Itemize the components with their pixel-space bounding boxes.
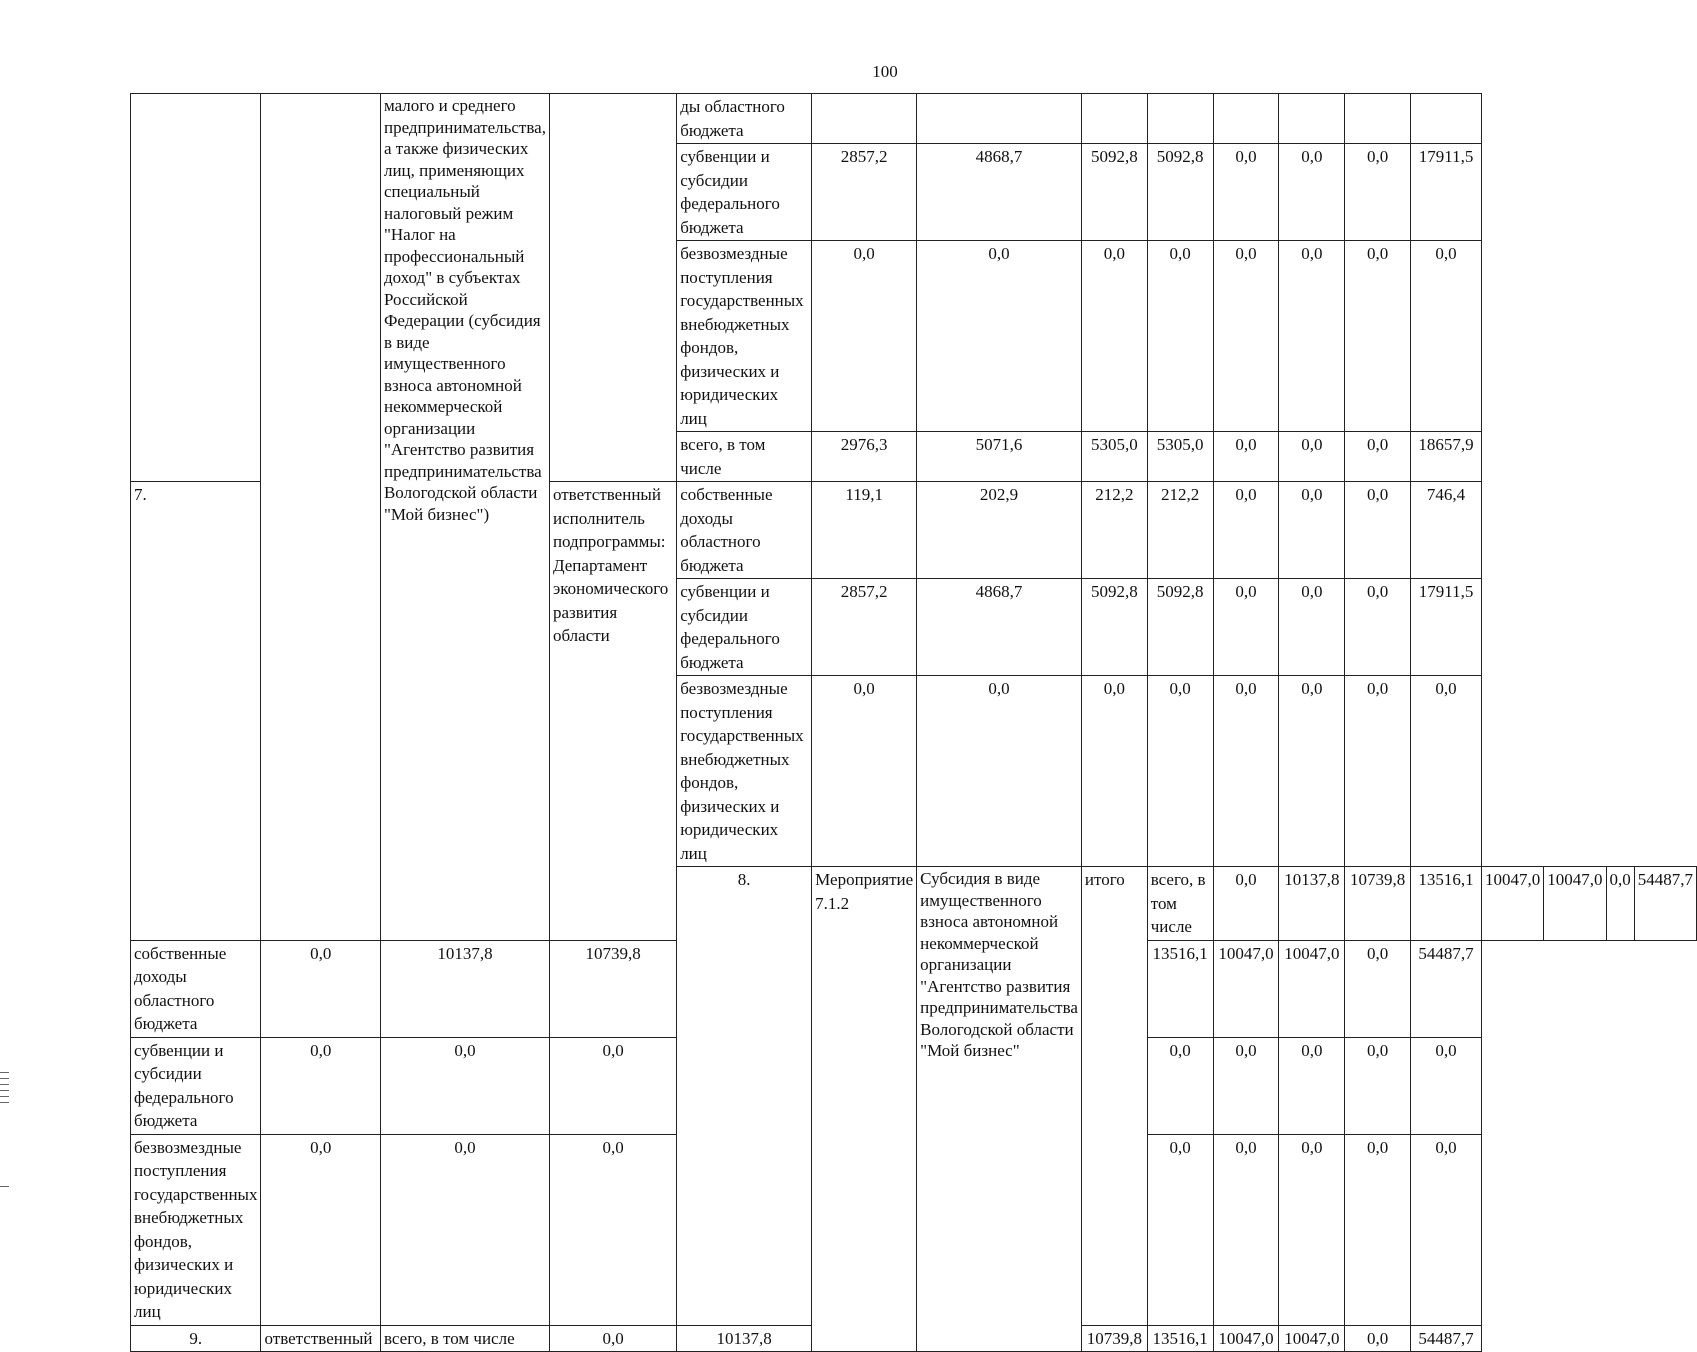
value-cell: 54487,7 — [1411, 1325, 1482, 1352]
source-label-extra: безвозмездные поступления государственных внебюджетных фондов, физических и юридических лиц — [677, 241, 812, 432]
source-label-federal: субвенции и субсидии федерального бюджета — [131, 1037, 261, 1134]
scan-mark — [0, 1078, 9, 1079]
value-cell: 0,0 — [1345, 241, 1411, 432]
executor-cell-empty — [549, 94, 676, 482]
value-cell: 0,0 — [1213, 241, 1279, 432]
value-cell: 0,0 — [1213, 579, 1279, 676]
value-cell: 0,0 — [1411, 676, 1482, 867]
value-cell: 0,0 — [1213, 432, 1279, 482]
value-cell: 10739,8 — [549, 940, 676, 1037]
value-cell: 54487,7 — [1411, 940, 1482, 1037]
value-cell: 54487,7 — [1634, 867, 1696, 941]
value-cell: 0,0 — [1213, 144, 1279, 241]
value-cell: 0,0 — [1345, 144, 1411, 241]
value-cell: 10137,8 — [1279, 867, 1345, 941]
source-label-own: собственные доходы областного бюджета — [131, 940, 261, 1037]
value-cell: 0,0 — [1279, 482, 1345, 579]
source-label-own-tail: ды областного бюджета — [677, 94, 812, 144]
value-cell: 5071,6 — [917, 432, 1082, 482]
value-cell: 0,0 — [1147, 676, 1213, 867]
executor-cell: ответственный исполнитель подпрограммы: Департамент экономического развития области — [549, 482, 676, 941]
row-number: 9. — [131, 1325, 261, 1352]
measure-name-cell: Мероприятие 7.1.2 — [812, 867, 917, 1352]
value-cell: 0,0 — [261, 940, 380, 1037]
value-cell: 0,0 — [1345, 482, 1411, 579]
value-cell: 0,0 — [1147, 1037, 1213, 1134]
value-cell: 0,0 — [1279, 241, 1345, 432]
value-cell: 0,0 — [1213, 482, 1279, 579]
source-label-extra: безвозмездные поступления государственных внебюджетных фондов, физических и юридических лиц — [677, 676, 812, 867]
value-cell: 0,0 — [917, 241, 1082, 432]
value-cell: 13516,1 — [1147, 1325, 1213, 1352]
value-cell: 13516,1 — [1147, 940, 1213, 1037]
value-cell: 0,0 — [1606, 867, 1634, 941]
value-cell: 10047,0 — [1213, 1325, 1279, 1352]
table-row — [131, 94, 1697, 144]
value-cell: 0,0 — [1411, 1134, 1482, 1325]
row-number: 7. — [131, 482, 261, 941]
value-cell: 5092,8 — [1147, 144, 1213, 241]
value-cell: 0,0 — [1279, 579, 1345, 676]
value-cell: 119,1 — [812, 482, 917, 579]
value-cell: 0,0 — [1345, 940, 1411, 1037]
value-cell: 10047,0 — [1279, 940, 1345, 1037]
value-cell: 0,0 — [1279, 1037, 1345, 1134]
source-label-extra: безвозмездные поступления государственных внебюджетных фондов, физических и юридических лиц — [131, 1134, 261, 1325]
source-label-total: всего, в том числе — [380, 1325, 549, 1352]
value-cell: 0,0 — [1213, 676, 1279, 867]
value-cell: 5092,8 — [1147, 579, 1213, 676]
value-cell: 5092,8 — [1081, 144, 1147, 241]
scan-mark — [0, 1090, 9, 1091]
value-cell: 0,0 — [1279, 676, 1345, 867]
page-number: 100 — [872, 62, 898, 81]
value-cell: 0,0 — [261, 1134, 380, 1325]
value-cell: 0,0 — [917, 676, 1082, 867]
value-cell: 0,0 — [261, 1037, 380, 1134]
value-cell: 10047,0 — [1279, 1325, 1345, 1352]
executor-cell: ответственный — [261, 1325, 380, 1352]
value-cell: 10739,8 — [1345, 867, 1411, 941]
source-label-total: всего, в том числе — [1147, 867, 1213, 941]
value-cell: 0,0 — [1213, 867, 1279, 941]
value-cell: 212,2 — [1147, 482, 1213, 579]
value-cell: 4868,7 — [917, 144, 1082, 241]
value-cell: 0,0 — [1411, 1037, 1482, 1134]
value-cell: 746,4 — [1411, 482, 1482, 579]
value-cell: 0,0 — [549, 1325, 676, 1352]
value-cell: 0,0 — [1345, 1325, 1411, 1352]
value-cell: 10739,8 — [1081, 1325, 1147, 1352]
value-cell: 2857,2 — [812, 579, 917, 676]
source-label-federal: субвенции и субсидии федерального бюджета — [677, 579, 812, 676]
value-cell: 0,0 — [380, 1134, 549, 1325]
value-cell: 10137,8 — [677, 1325, 812, 1352]
value-cell: 5092,8 — [1081, 579, 1147, 676]
value-cell: 0,0 — [1345, 1134, 1411, 1325]
value-cell: 5305,0 — [1081, 432, 1147, 482]
budget-table — [130, 93, 1697, 1352]
value-cell: 0,0 — [1147, 241, 1213, 432]
value-cell: 0,0 — [1213, 1134, 1279, 1325]
measure-description-cell: Субсидия в виде имущественного взноса автономной некоммерческой организации "Агентство развития предпринимательства Вологодской области "Мой бизнес" — [917, 867, 1082, 1352]
value-cell: 0,0 — [549, 1037, 676, 1134]
value-cell: 0,0 — [1279, 144, 1345, 241]
value-cell: 2857,2 — [812, 144, 917, 241]
value-cell: 0,0 — [1279, 432, 1345, 482]
value-cell: 0,0 — [1345, 432, 1411, 482]
measure-description-cell: малого и среднего предпринимательства, а также физических лиц, применяющих специальный налоговый режим "Налог на профессиональный доход" в субъектах Российской Федерации (субсидия в виде имущественного взноса автономной некоммерческой организации "Агентство развития предпринимательства Вологодской области "Мой бизнес") — [380, 94, 549, 941]
number-cell-empty — [131, 94, 261, 482]
value-cell: 0,0 — [380, 1037, 549, 1134]
value-cell: 212,2 — [1081, 482, 1147, 579]
value-cell: 18657,9 — [1411, 432, 1482, 482]
value-cell: 0,0 — [812, 676, 917, 867]
value-cell: 0,0 — [1345, 579, 1411, 676]
value-cell: 0,0 — [549, 1134, 676, 1325]
scan-mark — [0, 1072, 9, 1073]
value-cell: 0,0 — [1411, 241, 1482, 432]
value-cell: 0,0 — [1147, 1134, 1213, 1325]
scan-mark — [0, 1102, 9, 1103]
value-cell: 202,9 — [917, 482, 1082, 579]
source-label-federal: субвенции и субсидии федерального бюджета — [677, 144, 812, 241]
value-cell: 10047,0 — [1213, 940, 1279, 1037]
value-cell: 10047,0 — [1544, 867, 1606, 941]
value-cell: 17911,5 — [1411, 579, 1482, 676]
measure-cell-empty — [261, 94, 380, 941]
value-cell: 0,0 — [1345, 676, 1411, 867]
value-cell: 10047,0 — [1482, 867, 1544, 941]
value-cell: 10137,8 — [380, 940, 549, 1037]
value-cell: 0,0 — [1279, 1134, 1345, 1325]
value-cell: 0,0 — [1213, 1037, 1279, 1134]
source-label-own: собственные доходы областного бюджета — [677, 482, 812, 579]
scan-mark — [0, 1186, 9, 1187]
value-cell: 0,0 — [1081, 241, 1147, 432]
value-cell: 0,0 — [1081, 676, 1147, 867]
value-cell: 17911,5 — [1411, 144, 1482, 241]
source-label-total: всего, в том числе — [677, 432, 812, 482]
row-number: 8. — [677, 867, 812, 1326]
value-cell: 0,0 — [1345, 1037, 1411, 1134]
value-cell: 13516,1 — [1411, 867, 1482, 941]
value-cell: 4868,7 — [917, 579, 1082, 676]
scan-mark — [0, 1084, 9, 1085]
value-cell: 0,0 — [812, 241, 917, 432]
value-cell: 5305,0 — [1147, 432, 1213, 482]
executor-cell: итого — [1081, 867, 1147, 1326]
value-cell: 2976,3 — [812, 432, 917, 482]
scan-mark — [0, 1096, 9, 1097]
